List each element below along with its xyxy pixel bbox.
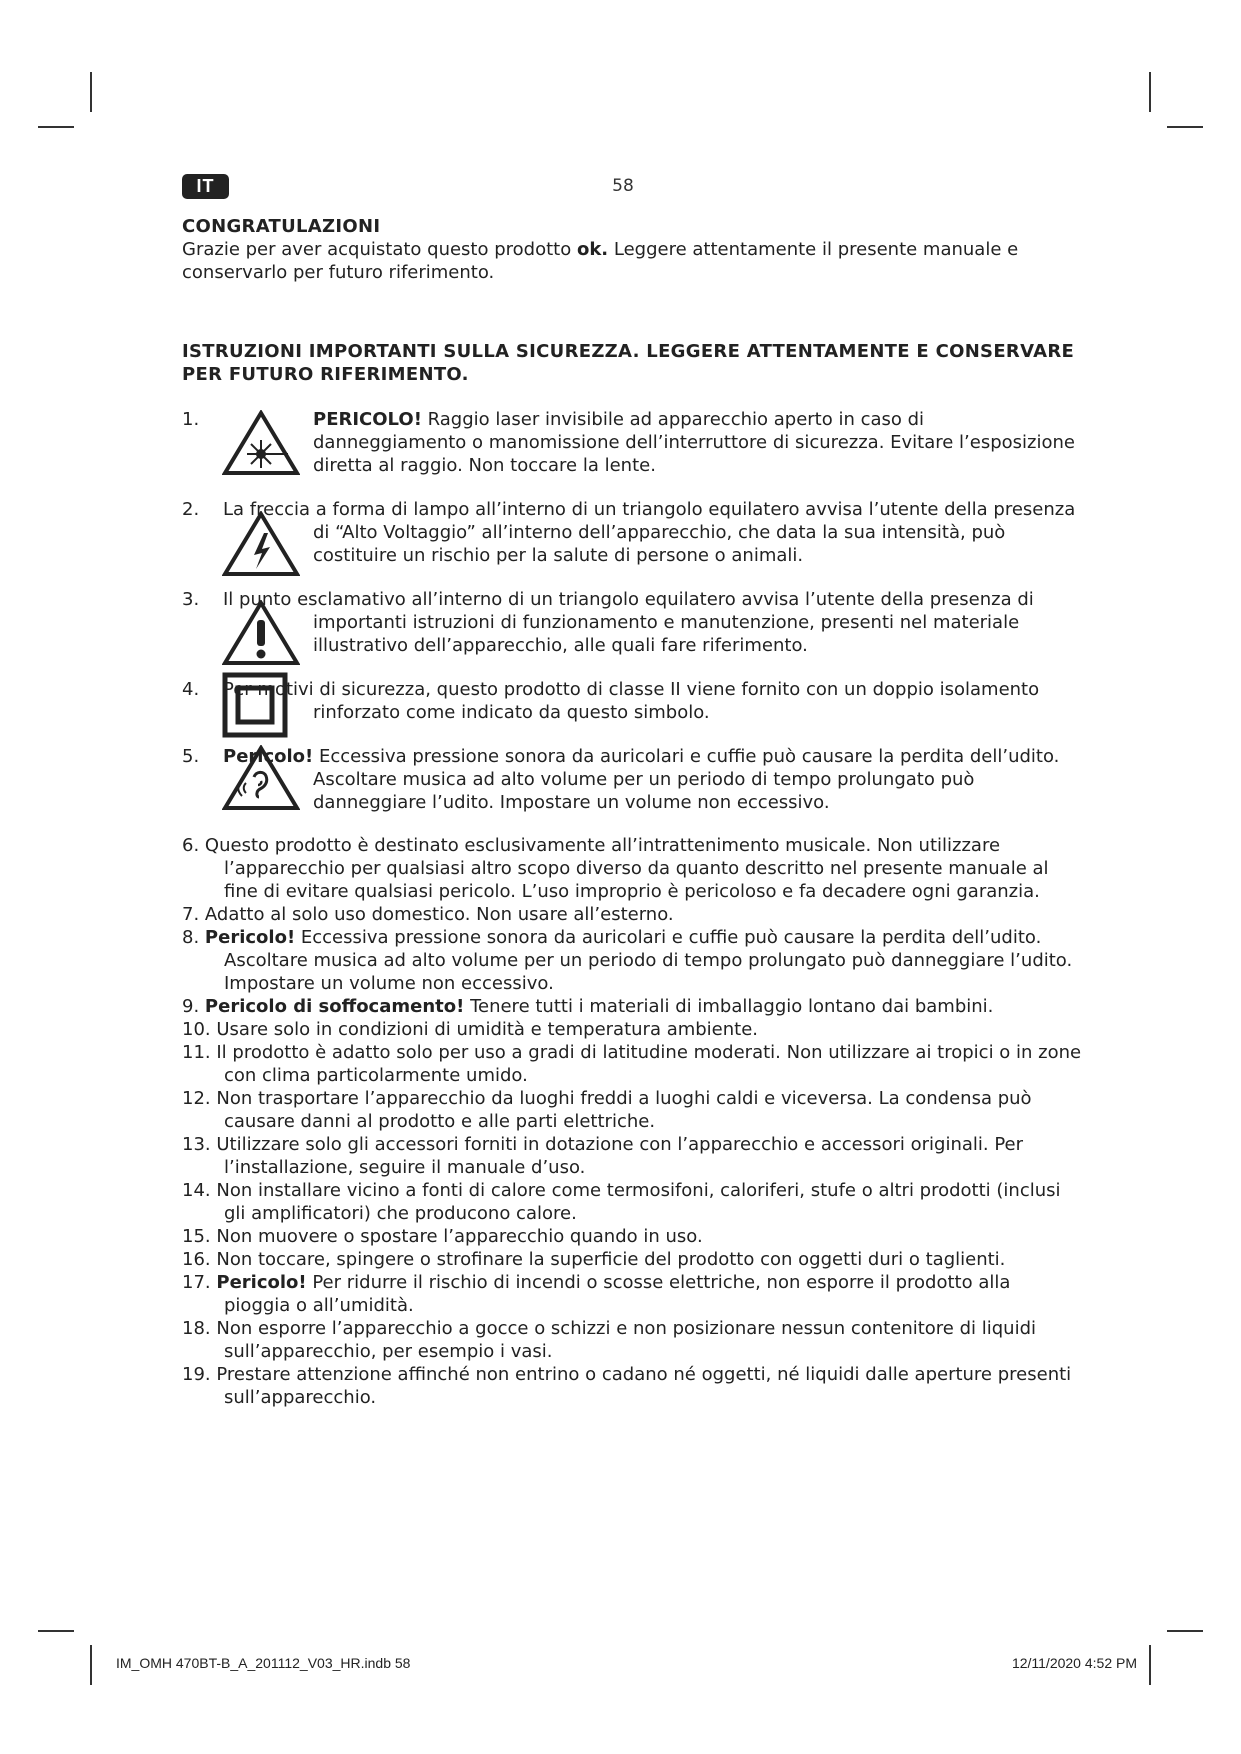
list-item (182, 834, 1082, 903)
item-body: Eccessiva pressione sonora da auricolari e cuffie può causare la perdita dell’udito. Ascoltare musica ad alto volume per un periodo di tempo prolungato può danneggiare l’udito. Impostare un volume non eccessivo. (313, 746, 1060, 813)
symbol-item (182, 498, 1082, 567)
list-item (182, 1248, 1082, 1271)
item-number: 18. (182, 1318, 211, 1339)
laser-warning-icon (222, 410, 300, 476)
item-body: La freccia a forma di lampo all’interno di un triangolo equilatero avvisa l’utente della presenza di “Alto Voltaggio” all’interno dell’apparecchio, che data la sua intensità, può costituire un rischio per la salute di persone o animali. (223, 499, 1076, 566)
symbol-item (182, 588, 1082, 657)
item-number: 13. (182, 1134, 211, 1155)
item-bold: Pericolo di soffocamento! (204, 996, 465, 1017)
item-number: 2. (182, 499, 200, 520)
crop-mark (38, 126, 74, 128)
class-ii-double-insulation-icon (222, 672, 288, 738)
item-number: 16. (182, 1249, 211, 1270)
item-number: 3. (182, 589, 200, 610)
item-body: Non muovere o spostare l’apparecchio quando in uso. (216, 1226, 703, 1247)
item-body: Adatto al solo uso domestico. Non usare all’esterno. (204, 904, 674, 925)
item-text (223, 498, 1082, 567)
safety-list (182, 834, 1082, 1409)
congrats-heading: CONGRATULAZIONI (182, 216, 381, 237)
symbol-item (182, 678, 1082, 724)
item-body: Il punto esclamativo all’interno di un triangolo equilatero avvisa l’utente della presenza di importanti istruzioni di funzionamento e manutenzione, presenti nel materiale illustrativo dell’apparecchio, alle quali fare riferimento. (223, 589, 1034, 656)
item-number: 19. (182, 1364, 211, 1385)
crop-mark (1149, 72, 1151, 112)
page-content (182, 215, 1082, 1409)
high-voltage-warning-icon (222, 511, 300, 577)
symbol-item (182, 408, 1082, 477)
safety-heading: ISTRUZIONI IMPORTANTI SULLA SICUREZZA. LEGGERE ATTENTAMENTE E CONSERVARE PER FUTURO RIFERIMENTO. (182, 341, 1075, 385)
brand-name: ok. (576, 239, 609, 260)
symbol-item (182, 745, 1082, 814)
item-body: Usare solo in condizioni di umidità e temperatura ambiente. (216, 1019, 759, 1040)
crop-mark (1167, 126, 1203, 128)
footer-file-info: IM_OMH 470BT-B_A_201112_V03_HR.indb 58 (116, 1655, 411, 1671)
page-number: 58 (612, 176, 634, 196)
item-text (223, 588, 1082, 657)
item-body: Non trasportare l’apparecchio da luoghi freddi a luoghi caldi e viceversa. La condensa può causare danni al prodotto e alle parti elettriche. (216, 1088, 1032, 1132)
item-number: 10. (182, 1019, 211, 1040)
item-text (223, 678, 1082, 724)
crop-mark (38, 1630, 74, 1632)
item-body: Questo prodotto è destinato esclusivamente all’intrattenimento musicale. Non utilizzare l’apparecchio per qualsiasi altro scopo diverso da quanto descritto nel presente manuale al fine di evitare qualsiasi pericolo. L’uso improprio è pericoloso e fa decadere ogni garanzia. (204, 835, 1049, 902)
list-item (182, 1087, 1082, 1133)
item-body: Non toccare, spingere o strofinare la superficie del prodotto con oggetti duri o taglienti. (216, 1249, 1006, 1270)
list-item (182, 995, 1082, 1018)
crop-mark (90, 1645, 92, 1685)
item-body: Utilizzare solo gli accessori forniti in dotazione con l’apparecchio e accessori originali. Per l’installazione, seguire il manuale d’uso. (216, 1134, 1024, 1178)
crop-mark (1167, 1630, 1203, 1632)
list-item (182, 1179, 1082, 1225)
item-number: 8. (182, 927, 200, 948)
hearing-damage-warning-icon (222, 745, 300, 811)
item-number: 12. (182, 1088, 211, 1109)
item-body: Raggio laser invisibile ad apparecchio aperto in caso di danneggiamento o manomissione dell’interruttore di sicurezza. Evitare l’esposizione diretta al raggio. Non toccare la lente. (313, 409, 1075, 476)
item-bold: Pericolo! (223, 746, 314, 767)
crop-mark (90, 72, 92, 112)
list-item (182, 1271, 1082, 1317)
item-number: 7. (182, 904, 200, 925)
item-text (223, 745, 1082, 814)
item-number: 15. (182, 1226, 211, 1247)
congrats-text-after: Leggere attentamente il presente manuale e conservarlo per futuro riferimento. (182, 239, 1019, 283)
list-item (182, 903, 1082, 926)
list-item (182, 1018, 1082, 1041)
list-item (182, 1317, 1082, 1363)
exclamation-warning-icon (222, 600, 300, 666)
item-number: 5. (182, 746, 200, 767)
item-number: 6. (182, 835, 200, 856)
item-body: Non esporre l’apparecchio a gocce o schizzi e non posizionare nessun contenitore di liquidi sull’apparecchio, per esempio i vasi. (216, 1318, 1037, 1362)
item-body: Tenere tutti i materiali di imballaggio lontano dai bambini. (464, 996, 994, 1017)
congrats-text-before: Grazie per aver acquistato questo prodotto (182, 239, 577, 260)
item-number: 1. (182, 409, 200, 430)
item-number: 4. (182, 679, 200, 700)
item-text (313, 408, 1082, 477)
congrats-text (182, 238, 1082, 284)
item-bold: Pericolo! (204, 927, 296, 948)
item-body: Eccessiva pressione sonora da auricolari e cuffie può causare la perdita dell’udito. Ascoltare musica ad alto volume per un periodo di tempo prolungato può danneggiare l’udito. Impostare un volume non eccessivo. (224, 927, 1073, 994)
item-body: Per motivi di sicurezza, questo prodotto di classe II viene fornito con un doppio isolamento rinforzato come indicato da questo simbolo. (223, 679, 1040, 723)
item-number: 14. (182, 1180, 211, 1201)
item-number: 9. (182, 996, 200, 1017)
item-number: 17. (182, 1272, 211, 1293)
list-item (182, 1363, 1082, 1409)
footer-datetime: 12/11/2020 4:52 PM (1011, 1655, 1137, 1671)
item-body: Prestare attenzione affinché non entrino o cadano né oggetti, né liquidi dalle aperture presenti sull’apparecchio. (216, 1364, 1072, 1408)
item-body: Per ridurre il rischio di incendi o scosse elettriche, non esporre il prodotto alla pioggia o all’umidità. (224, 1272, 1011, 1316)
item-bold: Pericolo! (216, 1272, 307, 1293)
list-item (182, 1041, 1082, 1087)
item-body: Non installare vicino a fonti di calore come termosifoni, caloriferi, stufe o altri prodotti (inclusi gli amplificatori) che producono calore. (216, 1180, 1061, 1224)
item-body: Il prodotto è adatto solo per uso a gradi di latitudine moderati. Non utilizzare ai tropici o in zone con clima particolarmente umido. (216, 1042, 1082, 1086)
list-item (182, 1225, 1082, 1248)
crop-mark (1149, 1645, 1151, 1685)
language-badge: IT (182, 174, 229, 199)
item-bold: PERICOLO! (313, 409, 422, 430)
list-item (182, 1133, 1082, 1179)
list-item (182, 926, 1082, 995)
item-number: 11. (182, 1042, 211, 1063)
